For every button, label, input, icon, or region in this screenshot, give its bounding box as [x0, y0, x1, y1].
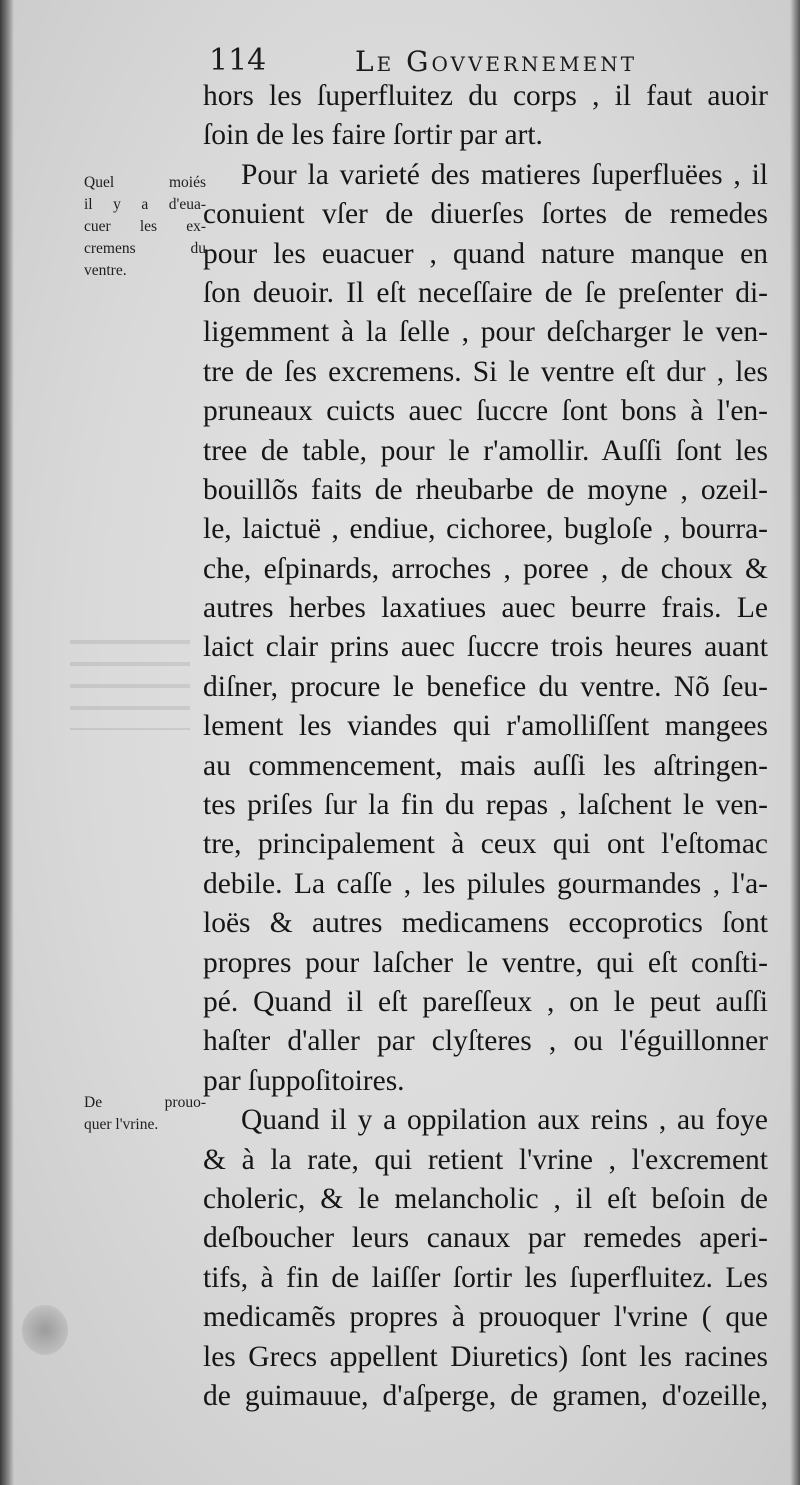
margin-note-urine: [84, 1092, 206, 1136]
text-line: bouillõs faits de rheubarbe de moyne , ozeil-: [203, 473, 768, 506]
text-line: au commencement, mais auſſi les aſtringen-: [203, 749, 768, 782]
text-line: deſboucher leurs canaux par remedes aperi-: [203, 1222, 768, 1255]
text-line: medicamẽs propres à prouoquer l'vrine ( que: [203, 1301, 768, 1334]
binding-shadow: [0, 0, 14, 1485]
text-line: ſon deuoir. Il eſt neceſſaire de ſe preſenter di-: [203, 276, 768, 309]
margin-note-line: il y a d'eua-: [84, 196, 206, 213]
paper-stain: [22, 1305, 68, 1355]
text-line: tree de table, pour le r'amollir. Auſſi ſont les: [203, 434, 768, 467]
margin-note-line: ventre.: [84, 262, 127, 279]
text-line: loës & autres medicamens eccoprotics ſont: [203, 907, 768, 940]
text-line: autres herbes laxatiues auec beurre frais. Le: [203, 592, 768, 625]
text-line: pé. Quand il eſt pareſſeux , on le peut auſſi: [203, 985, 768, 1018]
text-line: lement les viandes qui r'amolliſſent mangees: [203, 710, 768, 743]
text-line: diſner, procure le benefice du ventre. Nõ ſeu-: [203, 670, 768, 703]
margin-note-line: Quel moiés: [84, 174, 206, 191]
text-line: conuient vſer de diuerſes ſortes de remedes: [203, 198, 768, 231]
body-text: [203, 77, 768, 1416]
text-line: debile. La caſſe , les pilules gourmandes , l'a-: [203, 867, 768, 900]
text-line: ſoin de les faire ſortir par art.: [203, 119, 543, 152]
text-line: par ſuppoſitoires.: [203, 1064, 405, 1097]
running-head: Le Govvernement: [355, 45, 638, 78]
paragraph-start-line: Pour la varieté des matieres ſuperfluëes , il: [241, 158, 768, 191]
text-line: ligemment à la ſelle , pour deſcharger le ven-: [203, 316, 768, 349]
text-line: de guimauue, d'aſperge, de gramen, d'ozeille,: [203, 1379, 768, 1412]
page-number: 114: [209, 43, 267, 78]
margin-note-line: cremens du: [84, 240, 206, 257]
text-line: tre, principalement à ceux qui ont l'eſtomac: [203, 828, 768, 861]
text-line: hors les ſuperfluitez du corps , il faut auoir: [203, 80, 768, 112]
margin-note-evacuation: [84, 172, 206, 282]
text-line: les Grecs appellent Diuretics) ſont les racines: [203, 1340, 768, 1373]
text-line: haſter d'aller par clyſteres , ou l'éguillonner: [203, 1025, 768, 1058]
text-line: choleric, & le melancholic , il eſt beſoin de: [203, 1182, 768, 1215]
page-header: [205, 40, 675, 82]
margin-note-line: cuer les ex-: [84, 218, 206, 235]
text-line: le, laictuë , endiue, cichoree, bugloſe , bourra-: [203, 513, 768, 546]
text-line: propres pour laſcher le ventre, qui eſt conſti-: [203, 946, 768, 979]
text-line: laict clair prins auec ſuccre trois heures auant: [203, 631, 768, 664]
text-line: tes priſes ſur la fin du repas , laſchent le ven-: [203, 789, 768, 822]
text-line: che, eſpinards, arroches , poree , de choux &: [203, 552, 768, 585]
text-line: & à la rate, qui retient l'vrine , l'excrement: [203, 1143, 768, 1176]
paragraph-start-line: Quand il y a oppilation aux reins , au foye: [241, 1104, 768, 1137]
text-line: tre de ſes excremens. Si le ventre eſt dur , les: [203, 355, 768, 388]
show-through-text: [70, 640, 190, 730]
page-edge-shadow: [790, 0, 800, 1485]
text-line: pour les euacuer , quand nature manque en: [203, 237, 768, 270]
text-line: tifs, à fin de laiſſer ſortir les ſuperfluitez. Les: [203, 1261, 768, 1294]
margin-note-line: quer l'vrine.: [84, 1116, 159, 1133]
text-line: pruneaux cuicts auec ſuccre ſont bons à l'en-: [203, 395, 768, 428]
margin-note-line: De prouo-: [84, 1094, 206, 1111]
